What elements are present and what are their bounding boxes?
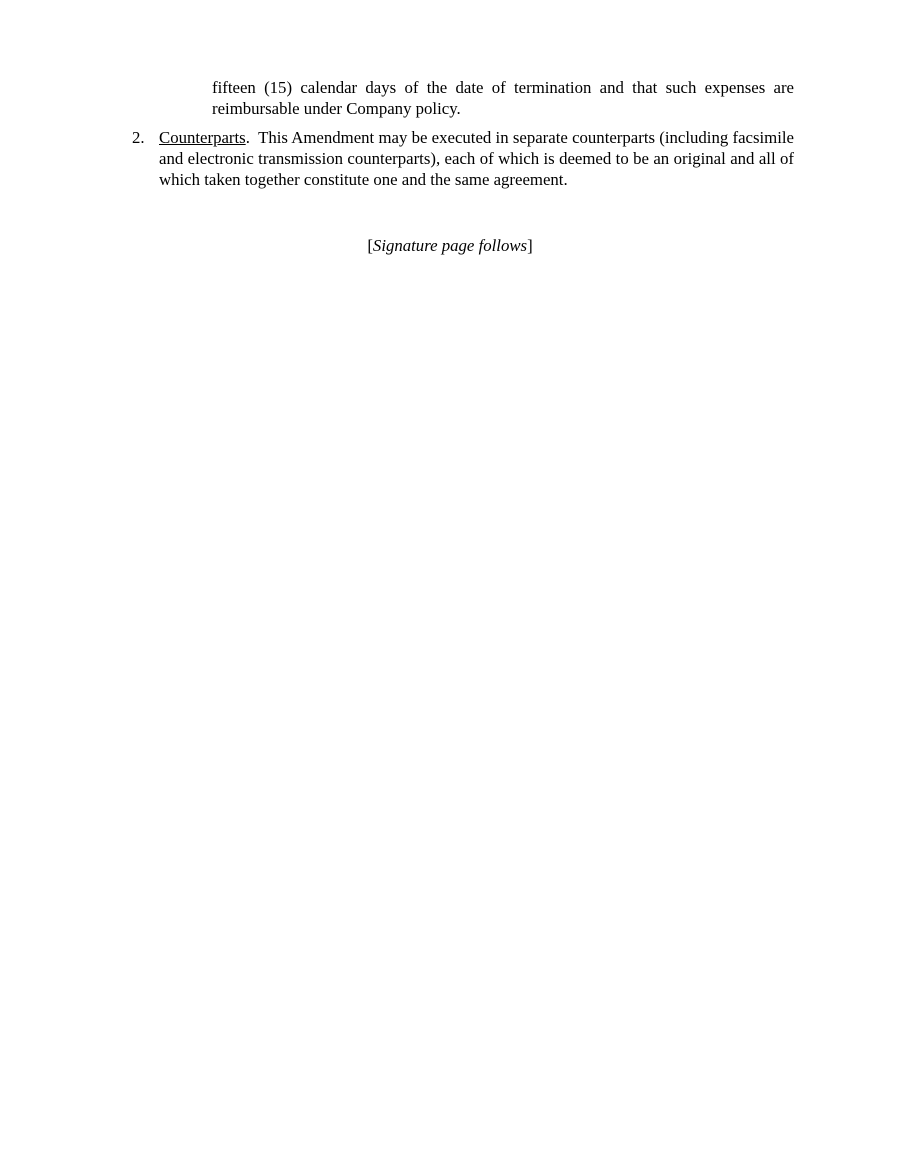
continued-paragraph: fifteen (15) calendar days of the date of termination and that such expenses are reimbursable under Company policy. (212, 78, 794, 118)
section-number: 2. (132, 128, 145, 147)
signature-note-close-bracket: ] (527, 236, 533, 255)
signature-note-open-bracket: [ (367, 236, 373, 255)
signature-page-note (0, 235, 900, 256)
section-heading: Counterparts (159, 128, 246, 147)
section-heading-punct: . (245, 128, 250, 147)
section-body-text: This Amendment may be executed in separate counterparts (including facsimile and electronic transmission counterparts), each of which is deemed to be an original and all of which taken together constitute one and the same agreement. (159, 128, 794, 189)
section-2 (132, 127, 794, 190)
signature-note-text: Signature page follows (372, 236, 528, 255)
section-paragraph (159, 127, 794, 190)
